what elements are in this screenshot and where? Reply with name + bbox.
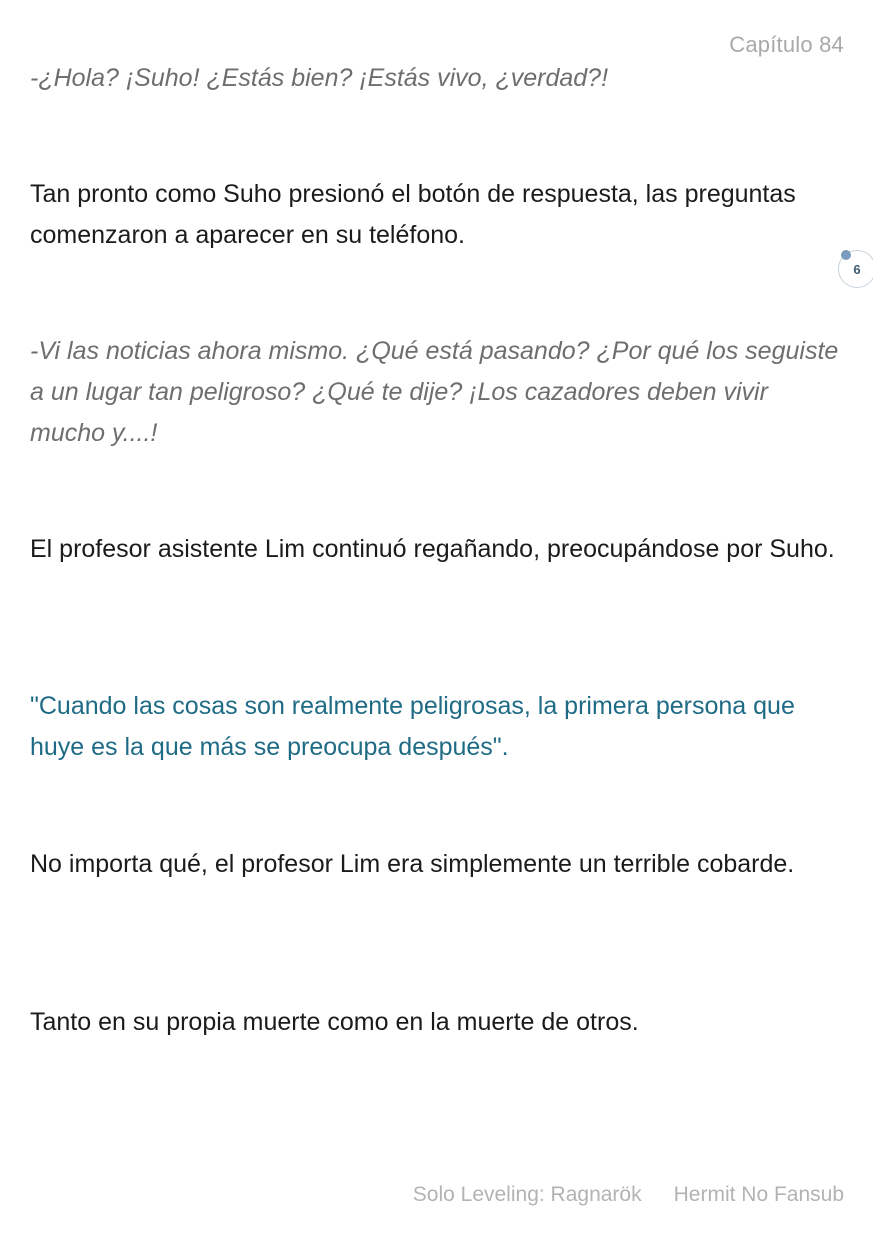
narration-paragraph: Tanto en su propia muerte como en la muerte de otros. <box>30 1008 639 1036</box>
narration-paragraph: No importa qué, el profesor Lim era simplemente un terrible cobarde. <box>30 850 795 878</box>
footer-series-title: Solo Leveling: Ragnarök <box>412 1183 642 1206</box>
page-number-badge[interactable]: 6 <box>838 250 873 288</box>
chapter-label: Capítulo 84 <box>729 32 844 57</box>
page-progress-dot-icon <box>841 250 851 260</box>
narration-paragraph: Tan pronto como Suho presionó el botón de respuesta, las preguntas comenzaron a aparecer en su teléfono. <box>30 180 796 249</box>
narration-paragraph: El profesor asistente Lim continuó regañando, preocupándose por Suho. <box>30 535 835 563</box>
dialogue-paragraph: -Vi las noticias ahora mismo. ¿Qué está pasando? ¿Por qué los seguiste a un lugar tan peligroso? ¿Qué te dije? ¡Los cazadores deben vivir mucho y....! <box>30 337 839 447</box>
thought-paragraph: "Cuando las cosas son realmente peligrosas, la primera persona que huye es la que más se preocupa después". <box>30 692 795 761</box>
dialogue-paragraph: -¿Hola? ¡Suho! ¿Estás bien? ¡Estás vivo, ¿verdad?! <box>30 64 609 92</box>
footer-credit: Hermit No Fansub <box>673 1183 844 1206</box>
footer <box>413 1183 844 1207</box>
